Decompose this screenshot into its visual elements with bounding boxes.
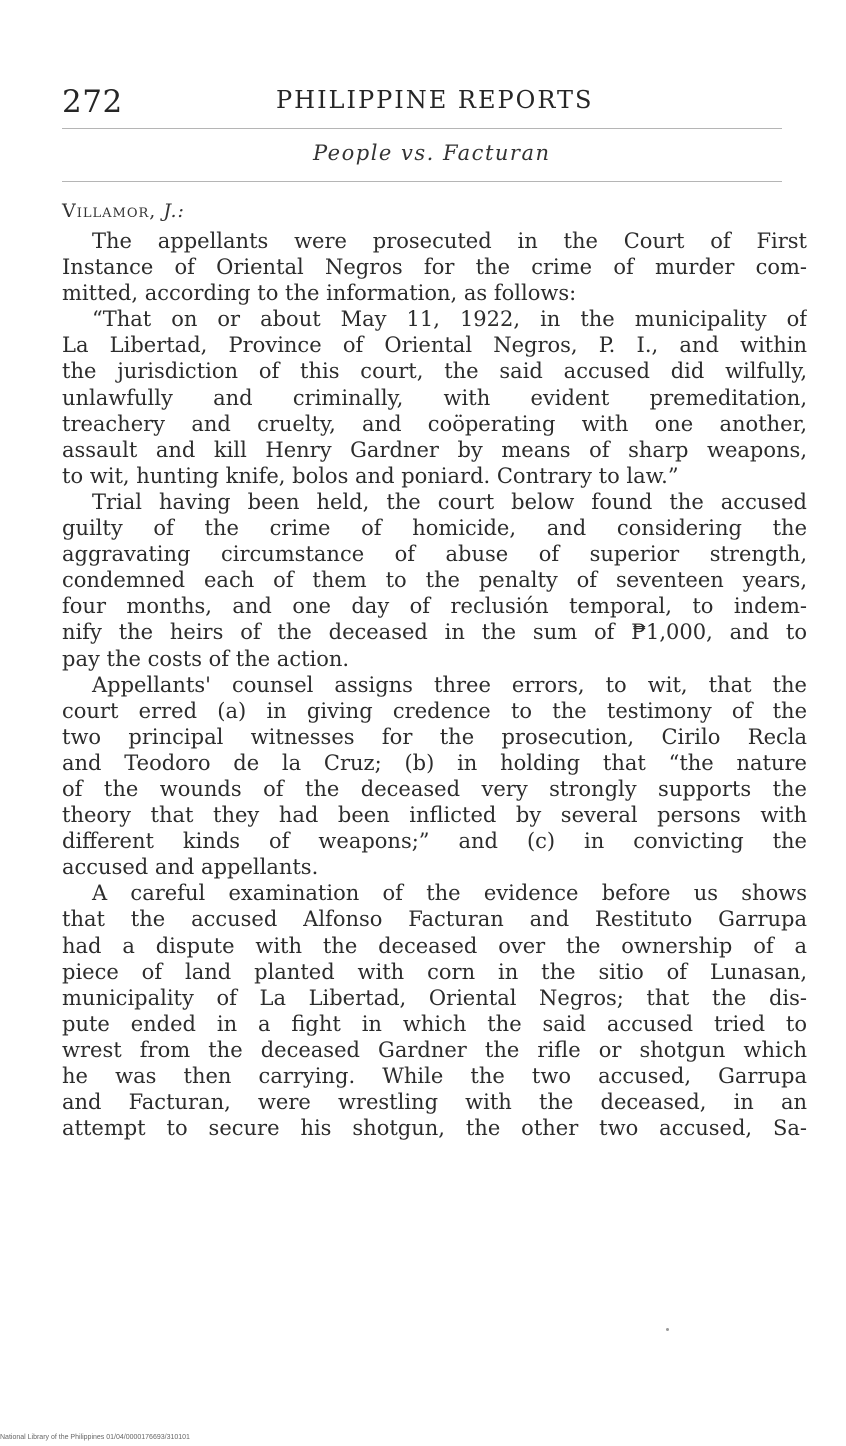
text-line: assault and kill Henry Gardner by means of sharp weapons, — [62, 437, 807, 462]
opinion-author — [62, 200, 185, 222]
running-title: PHILIPPINE REPORTS — [276, 86, 594, 114]
text-line: had a dispute with the deceased over the ownership of a — [62, 933, 807, 958]
text-line: Appellants' counsel assigns three errors, to wit, that the — [92, 672, 807, 697]
case-title: People vs. Facturan — [313, 141, 551, 165]
text-line: “That on or about May 11, 1922, in the municipality of — [92, 307, 807, 332]
text-line: court erred (a) in giving credence to the testimony of the — [62, 698, 807, 723]
text-line: pute ended in a fight in which the said accused tried to — [62, 1011, 807, 1036]
text-line: nify the heirs of the deceased in the sum of ₱1,000, and to — [62, 620, 807, 645]
text-line: attempt to secure his shotgun, the other two accused, Sa- — [62, 1116, 807, 1141]
text-line: he was then carrying. While the two accused, Garrupa — [62, 1064, 807, 1088]
opinion-body — [62, 228, 807, 1141]
text-line: Instance of Oriental Negros for the crime of murder com- — [62, 255, 807, 280]
header-rule — [62, 128, 782, 129]
text-line: condemned each of them to the penalty of seventeen years, — [62, 568, 807, 593]
text-line: piece of land planted with corn in the sitio of Lunasan, — [62, 959, 807, 984]
text-line: theory that they had been inflicted by several persons with — [62, 803, 807, 828]
page-number: 272 — [62, 84, 123, 120]
case-title-rule — [62, 181, 782, 182]
text-line: aggravating circumstance of abuse of superior strength, — [62, 542, 807, 567]
text-line: pay the costs of the action. — [62, 646, 350, 671]
text-line: and Facturan, were wrestling with the deceased, in an — [62, 1090, 807, 1115]
text-line: municipality of La Libertad, Oriental Negros; that the dis- — [62, 985, 807, 1010]
scan-speck — [666, 1328, 669, 1331]
text-line: guilty of the crime of homicide, and considering the — [62, 516, 807, 541]
text-line: wrest from the deceased Gardner the rifle or shotgun which — [62, 1037, 807, 1062]
text-line: and Teodoro de la Cruz; (b) in holding that “the nature — [62, 750, 807, 775]
author-name: Villamor, — [62, 200, 157, 222]
text-line: mitted, according to the information, as follows: — [62, 281, 577, 306]
text-line: four months, and one day of reclusión temporal, to indem- — [62, 594, 807, 619]
text-line: two principal witnesses for the prosecution, Cirilo Recla — [62, 724, 807, 749]
text-line: The appellants were prosecuted in the Court of First — [92, 229, 807, 253]
text-line: La Libertad, Province of Oriental Negros, P. I., and within — [62, 333, 807, 358]
text-line: the jurisdiction of this court, the said accused did wilfully, — [62, 359, 807, 384]
text-line: of the wounds of the deceased very strongly supports the — [62, 776, 807, 801]
author-suffix: J.: — [163, 200, 185, 222]
text-line: accused and appellants. — [62, 855, 319, 880]
text-line: to wit, hunting knife, bolos and poniard. Contrary to law.” — [62, 463, 679, 488]
text-line: A careful examination of the evidence before us shows — [92, 881, 807, 906]
scan-footer-note: National Library of the Philippines 01/04/0000176693/310101 — [0, 1434, 190, 1441]
text-line: Trial having been held, the court below found the accused — [92, 489, 807, 514]
text-line: that the accused Alfonso Facturan and Restituto Garrupa — [62, 907, 807, 932]
text-line: different kinds of weapons;” and (c) in convicting the — [62, 829, 807, 854]
text-line: treachery and cruelty, and coöperating with one another, — [62, 411, 807, 436]
text-line: unlawfully and criminally, with evident premeditation, — [62, 385, 807, 410]
